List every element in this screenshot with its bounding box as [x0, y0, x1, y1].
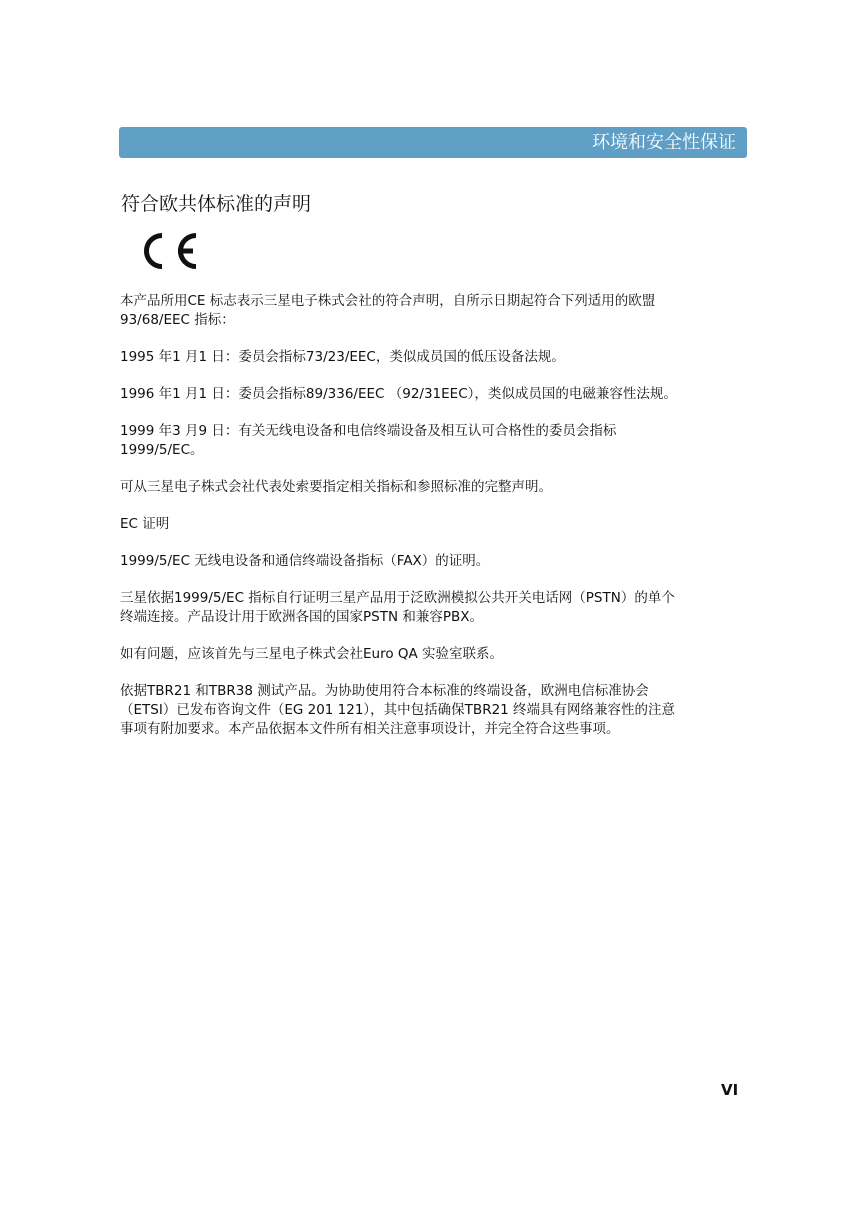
- paragraph-contact: 如有问题，应该首先与三星电子株式会社Euro QA 实验室联系。: [120, 646, 504, 662]
- paragraph-full-declaration: 可从三星电子株式会社代表处索要指定相关指标和参照标准的完整声明。: [120, 479, 552, 495]
- paragraph-directive-1996: 1996 年1 月1 日：委员会指标89/336/EEC （92/31EEC），类似成员国的电磁兼容性法规。: [120, 386, 677, 402]
- paragraph-tbr-testing: 依据TBR21 和TBR38 测试产品。为协助使用符合本标准的终端设备，欧洲电信标准协会 （ETSI）已发布咨询文件（EG 201 121），其中包括确保TBR21 终端具有网络兼容性的注意 事项有附加要求。本产品依据本文件所有相关注意事项设计，并完全符合这些事项。: [120, 683, 676, 737]
- paragraph-ec-certification-heading: EC 证明: [120, 516, 170, 532]
- header-title: 环境和安全性保证: [592, 132, 736, 153]
- paragraph-directive-1999: 1999 年3 月9 日：有关无线电设备和电信终端设备及相互认可合格性的委员会指标 1999/5/EC。: [120, 423, 617, 458]
- ce-mark-logo: [138, 230, 200, 272]
- paragraph-directive-1995: 1995 年1 月1 日：委员会指标73/23/EEC，类似成员国的低压设备法规。: [120, 349, 565, 365]
- page-number: VI: [721, 1081, 739, 1099]
- paragraph-fax-certification: 1999/5/EC 无线电设备和通信终端设备指标（FAX）的证明。: [120, 553, 490, 569]
- section-title: 符合欧共体标准的声明: [121, 193, 312, 215]
- paragraph-ce-mark-statement: 本产品所用CE 标志表示三星电子株式会社的符合声明，自所示日期起符合下列适用的欧盟 93/68/EEC 指标：: [120, 293, 656, 328]
- declaration-body: [120, 292, 750, 757]
- paragraph-pstn-connection: 三星依据1999/5/EC 指标自行证明三星产品用于泛欧洲模拟公共开关电话网（PSTN）的单个 终端连接。产品设计用于欧洲各国的国家PSTN 和兼容PBX。: [120, 590, 675, 625]
- header-bar: [119, 127, 747, 158]
